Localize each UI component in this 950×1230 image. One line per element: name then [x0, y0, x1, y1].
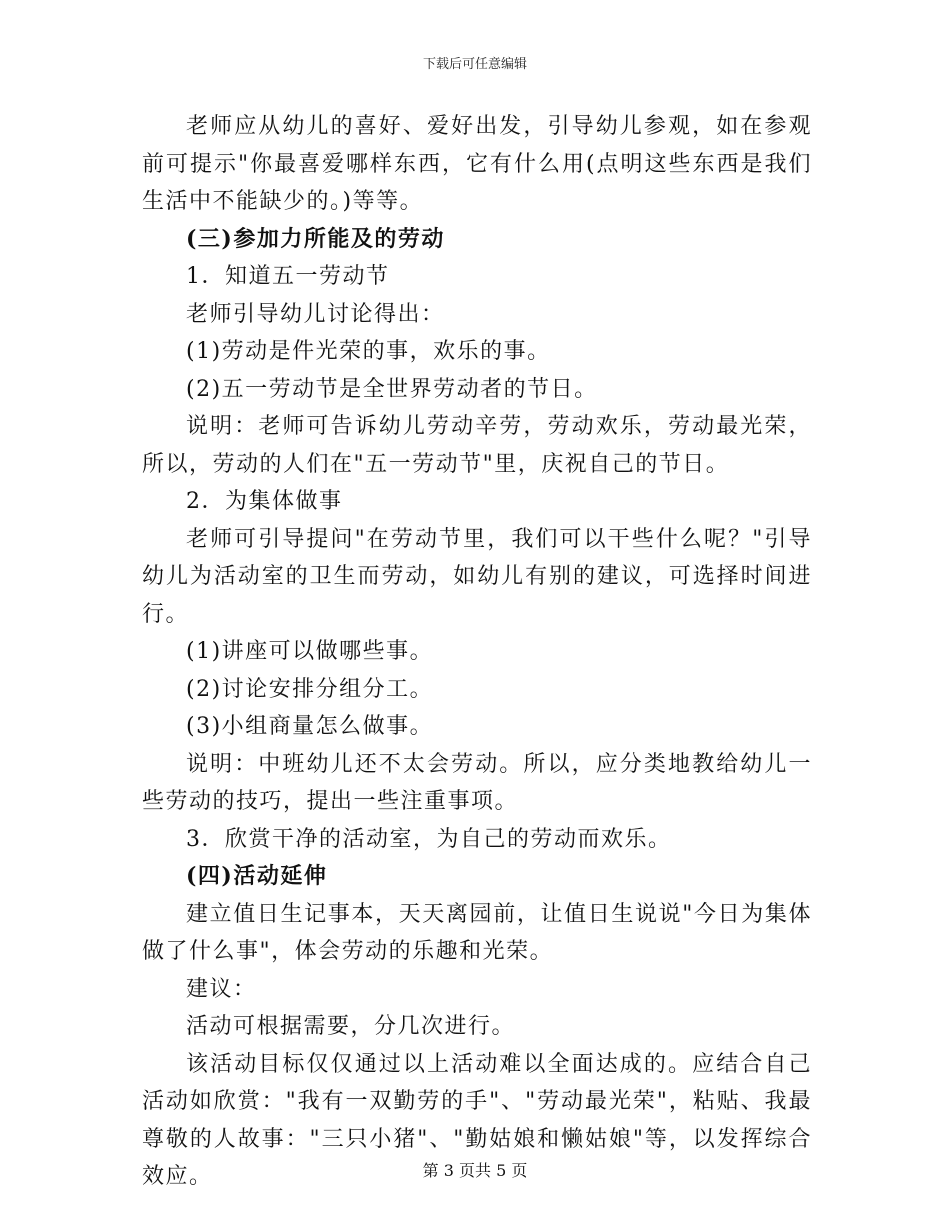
subsection-title: 1．知道五一劳动节 — [186, 264, 390, 289]
paragraph: 建议： — [186, 976, 257, 1002]
section-heading: (四)活动延伸 — [186, 863, 328, 889]
page-number: 第 3 页共 5 页 — [422, 1161, 528, 1180]
paragraph: 老师引导幼儿讨论得出： — [186, 301, 445, 327]
list-item: (2)讨论安排分组分工。 — [186, 676, 434, 702]
header-note: 下载后可任意编辑 — [422, 57, 527, 72]
paragraph: 老师应从幼儿的喜好、爱好出发，引导幼儿参观，如在参观前可提示"你最喜爱哪样东西，它有什么用(点明这些东西是我们生活中不能缺少的。)等等。 — [142, 114, 812, 214]
paragraph: 该活动目标仅仅通过以上活动难以全面达成的。应结合自己活动如欣赏："我有一双勤劳的手"、"劳动最光荣"，粘贴、我最尊敬的人故事："三只小猪"、"勤姑娘和懒姑娘"等，以发挥综合效应。 — [142, 1051, 812, 1189]
list-item: (1)劳动是件光荣的事，欢乐的事。 — [186, 339, 551, 364]
paragraph: 建立值日生记事本，天天离园前，让值日生说说"今日为集体做了什么事"，体会劳动的乐趣和光荣。 — [142, 901, 812, 964]
list-item: (2)五一劳动节是全世界劳动者的节日。 — [186, 376, 598, 402]
paragraph: 老师可引导提问"在劳动节里，我们可以干些什么呢？"引导幼儿为活动室的卫生而劳动，如幼儿有别的建议，可选择时间进行。 — [142, 526, 812, 627]
list-item: (3)小组商量怎么做事。 — [186, 714, 434, 739]
paragraph: 说明：老师可告诉幼儿劳动辛劳，劳动欢乐，劳动最光荣，所以，劳动的人们在"五一劳动节"里，庆祝自己的节日。 — [142, 414, 812, 477]
section-heading: (三)参加力所能及的劳动 — [186, 225, 445, 252]
document-body — [142, 108, 812, 1196]
subsection-title: 3．欣赏干净的活动室，为自己的劳动而欢乐。 — [186, 826, 672, 852]
paragraph: 说明：中班幼儿还不太会劳动。所以，应分类地教给幼儿一些劳动的技巧，提出一些注重事项。 — [142, 751, 812, 814]
list-item: (1)讲座可以做哪些事。 — [186, 639, 434, 664]
subsection-title: 2．为集体做事 — [186, 489, 343, 514]
paragraph: 活动可根据需要，分几次进行。 — [186, 1014, 516, 1039]
